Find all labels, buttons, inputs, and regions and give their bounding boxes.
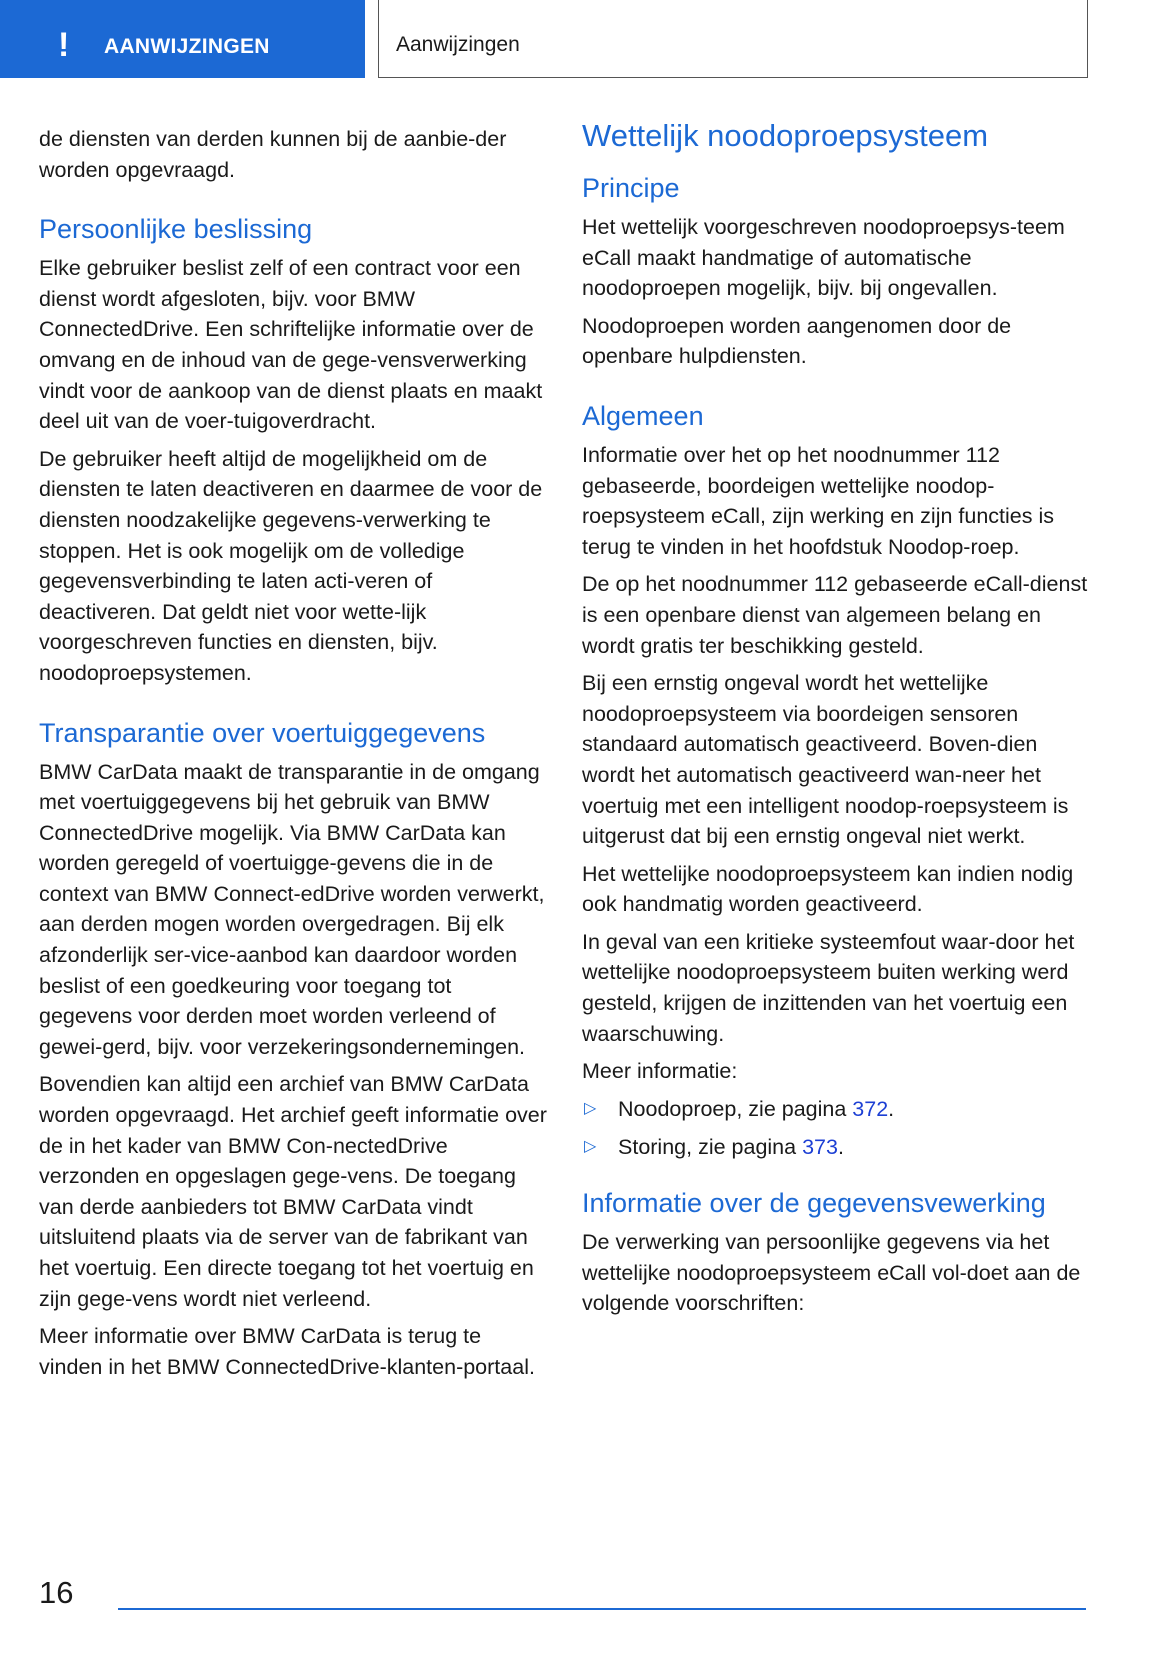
heading-algemeen: Algemeen: [582, 400, 704, 431]
paragraph: Bovendien kan altijd een archief van BMW CarData worden opgevraagd. Het archief geeft informatie over de in het kader van BMW Con-nectedDrive verzonden en opgeslagen gege-vens. De toegang van derde aanbieders tot BMW CarData vindt uitsluitend plaats via de server van de fabrikant van het voertuig. Een directe toegang tot het voertuig en zijn gege-vens wordt niet verleend.: [39, 1072, 547, 1311]
paragraph: De op het noodnummer 112 gebaseerde eCall-dienst is een openbare dienst van algemeen belang en wordt gratis ter beschikking gesteld.: [582, 572, 1088, 658]
triangle-bullet-icon: ▷: [584, 1099, 597, 1117]
right-column: [582, 116, 1092, 1326]
warning-exclamation-icon: !: [58, 26, 70, 64]
paragraph: Meer informatie over BMW CarData is terug te vinden in het BMW ConnectedDrive-klanten-portaal.: [39, 1324, 535, 1379]
page-section-title: Wettelijk noodoproepsysteem: [582, 118, 989, 153]
left-column: [39, 124, 549, 1389]
triangle-bullet-icon: ▷: [584, 1138, 597, 1156]
heading-transparantie: Transparantie over voertuiggegevens: [39, 717, 486, 748]
paragraph: Bij een ernstig ongeval wordt het wettelijke noodoproepsysteem via boordeigen sensoren standaard automatisch geactiveerd. Boven-dien wordt het automatisch geactiveerd wan-neer het voertuig met een intelligent noodop-roepsysteem is uitgerust dat bij een ernstig ongeval niet werkt.: [582, 671, 1069, 849]
paragraph: Het wettelijke noodoproepsysteem kan indien nodig ook handmatig worden geactiveerd.: [582, 861, 1074, 917]
paragraph: Noodoproepen worden aangenomen door de openbare hulpdiensten.: [582, 313, 1012, 369]
paragraph: Het wettelijk voorgeschreven noodoproepsys-teem eCall maakt handmatige of automatische noodoproepen mogelijk, bijv. bij ongevallen.: [582, 215, 1065, 301]
ref-suffix: .: [888, 1096, 895, 1121]
heading-gegevensverwerking: Informatie over de gegevensvewerking: [582, 1188, 1046, 1219]
list-item: [582, 1094, 1092, 1125]
chapter-title: AANWIJZINGEN: [104, 35, 270, 58]
ref-suffix: .: [837, 1135, 844, 1160]
paragraph: BMW CarData maakt de transparantie in de omgang met voertuiggegevens bij het gebruik van BMW ConnectedDrive mogelijk. Via BMW CarData kan worden geregeld of voertuigge-gevens die in de context van BMW Connect-edDrive worden verwerkt, aan derden mogen worden overgedragen. Bij elk afzonderlijk ser-vice-aanbod kan daardoor worden beslist of een goedkeuring voor toegang tot gegevens voor derden moet worden verleend of gewei-gerd, bijv. voor verzekeringsondernemingen.: [39, 759, 545, 1059]
footer-divider: [118, 1608, 1086, 1610]
page-number: 16: [39, 1575, 74, 1610]
paragraph: Elke gebruiker beslist zelf of een contract voor een dienst wordt afgesloten, bijv. voor BMW ConnectedDrive. Een schriftelijke informatie over de omvang en de inhoud van de gege-vensverwerking vindt voor de aankoop van de dienst plaats en maakt deel uit van de voer-tuigoverdracht.: [39, 256, 543, 434]
intro-paragraph: de diensten van derden kunnen bij de aanbie-der worden opgevraagd.: [39, 127, 507, 182]
list-item: [582, 1132, 1092, 1163]
page-link-372[interactable]: 372: [852, 1096, 889, 1121]
paragraph: Informatie over het op het noodnummer 112 gebaseerde, boordeigen wettelijke noodop-roepsysteem eCall, zijn werking en zijn functies is terug te vinden in het hoofdstuk Noodop-roep.: [582, 442, 1055, 559]
heading-persoonlijke-beslissing: Persoonlijke beslissing: [39, 214, 313, 245]
breadcrumb-label: Aanwijzingen: [396, 33, 520, 56]
paragraph: In geval van een kritieke systeemfout waar-door het wettelijke noodoproepsysteem buiten werking werd gesteld, krijgen de inzittenden van het voertuig een waarschuwing.: [582, 929, 1075, 1046]
breadcrumb: [378, 0, 1088, 78]
page-link-373[interactable]: 373: [802, 1135, 838, 1160]
paragraph: De verwerking van persoonlijke gegevens via het wettelijke noodoproepsysteem eCall vol-doet aan de volgende voorschriften:: [582, 1230, 1081, 1316]
chapter-tab: [0, 0, 365, 78]
paragraph: De gebruiker heeft altijd de mogelijkheid om de diensten te laten deactiveren en daarmee de voor de diensten noodzakelijke gegevens-verwerking te stoppen. Het is ook mogelijk om de volledige gegevensverbinding te laten acti-veren of deactiveren. Dat geldt niet voor wette-lijk voorgeschreven functies en diensten, bijv. noodoproepsystemen.: [39, 446, 543, 685]
reference-list: [582, 1094, 1092, 1163]
ref-text: Storing, zie pagina: [618, 1135, 803, 1160]
heading-principe: Principe: [582, 173, 680, 203]
ref-text: Noodoproep, zie pagina: [618, 1096, 853, 1121]
more-info-label: Meer informatie:: [582, 1059, 738, 1084]
